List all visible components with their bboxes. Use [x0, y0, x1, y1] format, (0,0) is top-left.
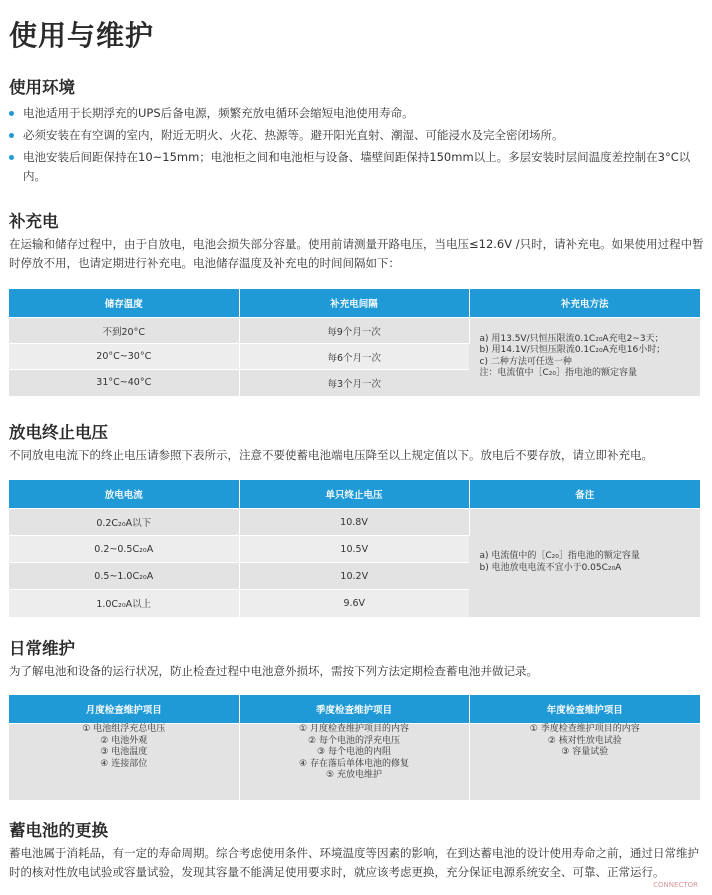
watermark: CONNECTOR — [653, 881, 698, 889]
table-row — [9, 724, 700, 800]
section-heading-maintenance: 日常维护 — [9, 639, 75, 658]
table-cell: 每6个月一次 — [239, 344, 469, 370]
table-cell: 31°C~40°C — [9, 370, 239, 396]
recharge-method-cell — [469, 318, 700, 396]
column-header: 补充电间隔 — [239, 289, 469, 318]
table-cell: 20°C~30°C — [9, 344, 239, 370]
table-row — [9, 318, 700, 344]
table-row — [9, 509, 700, 536]
bullet-icon — [9, 155, 14, 160]
column-header: 储存温度 — [9, 289, 239, 318]
column-header: 季度检查维护项目 — [239, 695, 469, 724]
list-item: ① 电池组浮充总电压 — [82, 724, 166, 734]
column-header: 年度检查维护项目 — [469, 695, 700, 724]
method-line: 注：电流值中［C₂₀］指电池的额定容量 — [479, 368, 638, 379]
list-item: ④ 存在落后单体电池的修复 — [299, 758, 409, 769]
table-cell: 10.5V — [239, 536, 469, 563]
list-item-text: 电池安装后间距保持在10~15mm；电池柜之间和电池柜与设备、墙壁间距保持150mm以上。多层安装时层间温度差控制在3°C以内。 — [23, 150, 691, 183]
table-cell: 每9个月一次 — [239, 318, 469, 344]
yearly-items-cell — [469, 724, 700, 800]
recharge-paragraph: 在运输和储存过程中，由于自放电，电池会损失部分容量。使用前请测量开路电压，当电压≤12.6V /只时，请补充电。如果使用过程中暂时停放不用，也请定期进行补充电。电池储存温度及补充电的时间间隔如下： — [9, 237, 704, 270]
list-item — [9, 126, 704, 145]
method-line: a) 用13.5V/只恒压限流0.1C₂₀A充电2~3天； — [479, 333, 664, 344]
list-item-text: 必须安装在有空调的室内，附近无明火、火花、热源等。避开阳光直射、潮湿、可能浸水及完全密闭场所。 — [23, 128, 564, 142]
recharge-table — [9, 289, 700, 396]
column-header: 补充电方法 — [469, 289, 700, 318]
method-line: c) 二种方法可任选一种 — [479, 356, 572, 367]
table-cell: 0.5~1.0C₂₀A — [9, 563, 239, 590]
table-cell: 0.2~0.5C₂₀A — [9, 536, 239, 563]
column-header: 备注 — [469, 480, 700, 509]
table-cell: 0.2C₂₀A以下 — [9, 509, 239, 536]
column-header: 放电电流 — [9, 480, 239, 509]
replacement-paragraph: 蓄电池属于消耗品，有一定的寿命周期。综合考虑使用条件、环境温度等因素的影响，在到达蓄电池的设计使用寿命之前，通过日常维护时的核对性放电试验或容量试验，发现其容量不能满足使用要求时，就应该考虑更换，充分保证电源系统安全、可靠、正常运行。 — [9, 846, 699, 879]
section-heading-environment: 使用环境 — [9, 78, 75, 97]
list-item: ① 月度检查维护项目的内容 — [299, 724, 409, 734]
discharge-note-cell — [469, 509, 700, 617]
column-header: 单只终止电压 — [239, 480, 469, 509]
list-item: ⑤ 充放电维护 — [326, 770, 382, 780]
list-item — [9, 148, 704, 186]
list-item: ② 核对性放电试验 — [547, 735, 622, 746]
note-line: a) 电流值中的［C₂₀］指电池的额定容量 — [479, 551, 640, 562]
table-cell: 10.8V — [239, 509, 469, 536]
discharge-table — [9, 480, 700, 617]
section-heading-discharge: 放电终止电压 — [9, 423, 108, 442]
quarterly-items-cell — [239, 724, 469, 800]
table-cell: 9.6V — [239, 590, 469, 617]
environment-list — [9, 104, 704, 189]
list-item: ③ 每个电池的内阻 — [317, 747, 391, 757]
maintenance-paragraph: 为了解电池和设备的运行状况，防止检查过程中电池意外损坏，需按下列方法定期检查蓄电池并做记录。 — [9, 664, 538, 678]
list-item: ① 季度检查维护项目的内容 — [529, 724, 640, 734]
table-cell: 10.2V — [239, 563, 469, 590]
section-heading-recharge: 补充电 — [9, 212, 59, 231]
table-cell: 每3个月一次 — [239, 370, 469, 396]
method-line: b) 用14.1V/只恒压限流0.1C₂₀A充电16小时； — [479, 345, 666, 356]
list-item: ③ 容量试验 — [561, 747, 609, 757]
page-title: 使用与维护 — [9, 19, 155, 52]
bullet-icon — [9, 111, 14, 116]
list-item: ④ 连接部位 — [100, 758, 148, 769]
column-header: 月度检查维护项目 — [9, 695, 239, 724]
list-item: ② 电池外观 — [100, 735, 148, 746]
discharge-paragraph: 不同放电电流下的终止电压请参照下表所示，注意不要使蓄电池端电压降至以上规定值以下。放电后不要存放，请立即补充电。 — [9, 448, 653, 462]
table-cell: 1.0C₂₀A以上 — [9, 590, 239, 617]
maintenance-table — [9, 695, 700, 800]
table-cell: 不到20°C — [9, 318, 239, 344]
list-item: ② 每个电池的浮充电压 — [308, 735, 400, 746]
list-item: ③ 电池温度 — [100, 747, 148, 757]
monthly-items-cell — [9, 724, 239, 800]
list-item — [9, 104, 704, 123]
section-heading-replacement: 蓄电池的更换 — [9, 821, 108, 840]
note-line: b) 电池放电电流不宜小于0.05C₂₀A — [479, 562, 622, 573]
list-item-text: 电池适用于长期浮充的UPS后备电源，频繁充放电循环会缩短电池使用寿命。 — [23, 106, 414, 120]
bullet-icon — [9, 133, 14, 138]
